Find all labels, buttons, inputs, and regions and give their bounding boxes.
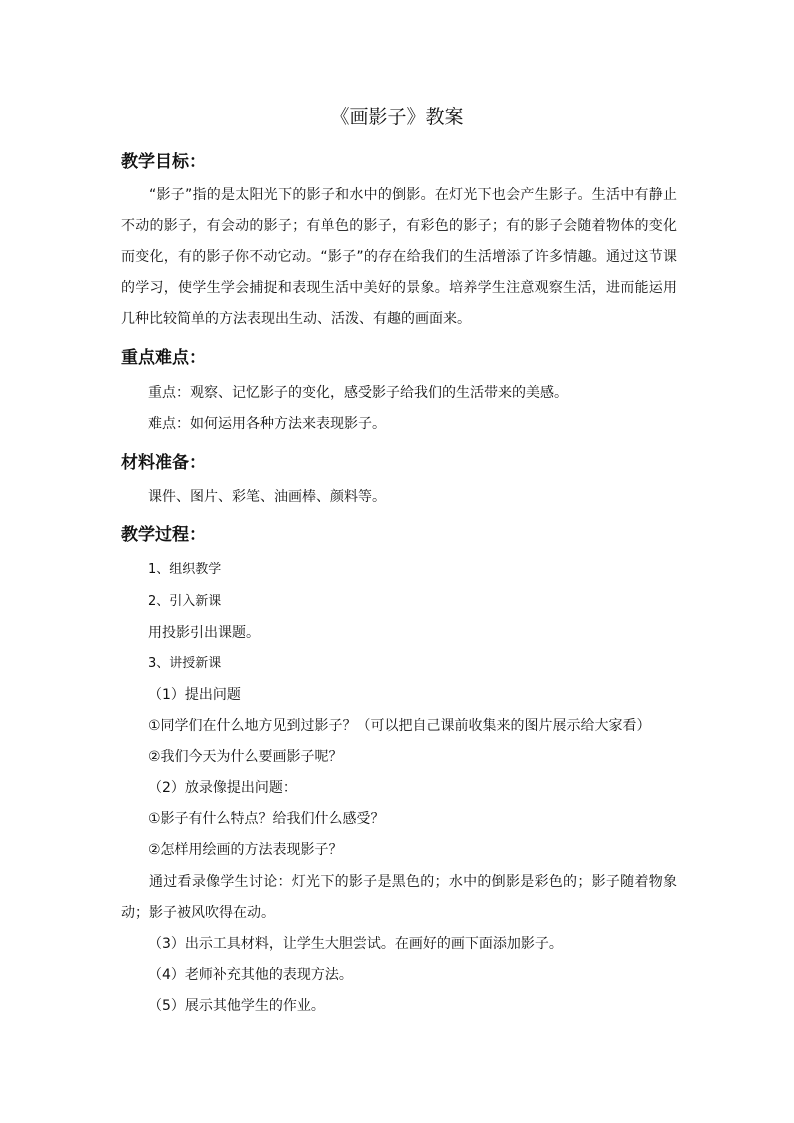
heading-materials: 材料准备：	[121, 453, 206, 473]
process-sub-4: （4）老师补充其他的表现方法。	[148, 967, 353, 983]
materials-text: 课件、图片、彩笔、油画棒、颜料等。	[148, 489, 386, 505]
process-question-3: ①影子有什么特点？给我们什么感受？	[148, 811, 385, 827]
process-sub-5: （5）展示其他学生的作业。	[148, 998, 325, 1014]
process-sub-1: （1）提出问题	[148, 687, 241, 703]
process-step-2-detail: 用投影引出课题。	[148, 625, 260, 641]
process-discussion: 通过看录像学生讨论：灯光下的影子是黑色的；水中的倒影是彩色的；影子随着物象动；影子被风吹得在动。	[121, 874, 677, 921]
difficulty-text: 难点：如何运用各种方法来表现影子。	[148, 416, 386, 432]
process-step-3: 3、讲授新课	[148, 656, 222, 671]
goals-paragraph: “影子”指的是太阳光下的影子和水中的倒影。在灯光下也会产生影子。生活中有静止不动的影子，有会动的影子；有单色的影子，有彩色的影子；有的影子会随着物体的变化而变化，有的影子你不动它动。“影子”的存在给我们的生活增添了许多情趣。通过这节课的学习，使学生学会捕捉和表现生活中美好的景象。培养学生注意观察生活，进而能运用几种比较简单的方法表现出生动、活泼、有趣的画面来。	[121, 187, 677, 327]
process-sub-2: （2）放录像提出问题：	[148, 780, 297, 796]
process-question-2: ②我们今天为什么要画影子呢？	[148, 749, 343, 765]
heading-goals: 教学目标：	[121, 152, 206, 172]
process-step-1: 1、组织教学	[148, 562, 222, 577]
process-question-4: ②怎样用绘画的方法表现影子？	[148, 842, 343, 858]
process-sub-3: （3）出示工具材料，让学生大胆尝试。在画好的画下面添加影子。	[148, 936, 563, 952]
document-title: 《画影子》教案	[330, 106, 464, 128]
focus-text: 重点：观察、记忆影子的变化，感受影子给我们的生活带来的美感。	[148, 385, 568, 401]
heading-key-points: 重点难点：	[121, 348, 206, 368]
process-step-2: 2、引入新课	[148, 594, 222, 609]
process-question-1: ①同学们在什么地方见到过影子？（可以把自己课前收集来的图片展示给大家看）	[148, 718, 651, 734]
heading-process: 教学过程：	[121, 525, 206, 545]
